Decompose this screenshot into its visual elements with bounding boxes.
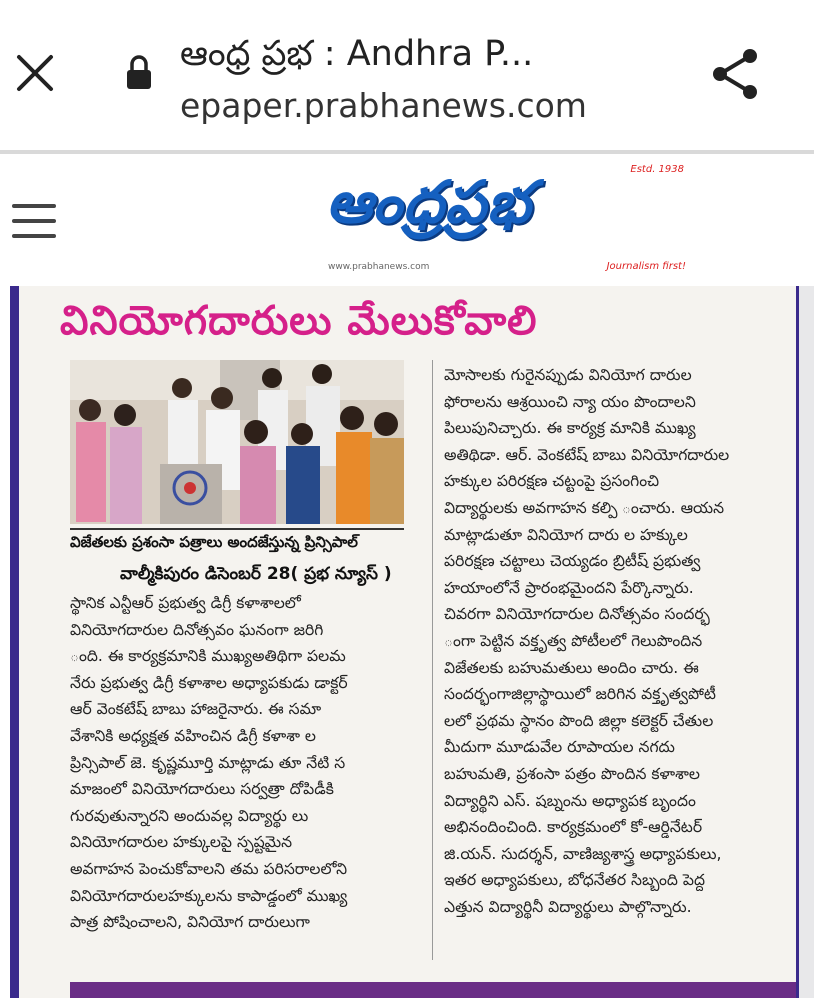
logo-tagline: Journalism first! (606, 261, 686, 272)
browser-toolbar (0, 0, 814, 150)
text-line: విద్యార్థిని ఎస్. షబ్నంను అధ్యాపక బృందం (444, 791, 696, 810)
text-line: ప్రిన్సిపాల్ జె. కృష్ణమూర్తి మాట్లాడు తూ నేటి స (70, 753, 346, 772)
text-line: వినియోగదారుల దినోత్సవం ఘనంగా జరిగి (70, 620, 324, 639)
text-line: మీదుగా మూడువేల రూపాయల నగదు (444, 738, 675, 757)
text-line: హయాంలోనే ప్రారంభమైందని పేర్కొన్నారు. (444, 578, 694, 597)
close-icon[interactable] (14, 52, 56, 94)
text-line: వినియోగదారుల హక్కులపై స్పష్టమైన (70, 833, 293, 852)
logo-website: www.prabhanews.com (328, 262, 430, 272)
text-line: స్థానిక ఎన్టీఆర్ ప్రభుత్వ డిగ్రీ కళాశాలలో (70, 594, 301, 612)
text-line: పాత్ర పోషించాలని, వినియోగ దారులుగా (70, 913, 310, 932)
site-header (0, 154, 814, 286)
lock-icon (124, 52, 154, 92)
text-line: అభినందించింది. కార్యక్రమంలో కో-ఆర్డినేటర్ (444, 818, 703, 837)
text-line: ంగా పెట్టిన వక్తృత్వ పోటీలలో గెలుపొందిన (444, 631, 703, 650)
text-line: ఫోరాలను ఆశ్రయించి న్యా యం పొందాలని (444, 392, 696, 411)
clipping-right-border (796, 286, 814, 998)
text-line: జి.యన్. సుదర్శన్, వాణిజ్యశాస్త్ర అధ్యాపకులు, (444, 844, 722, 863)
text-line: నేరు ప్రభుత్వ డిగ్రీ కళాశాల అధ్యాపకుడు డాక్టర్ (70, 673, 348, 692)
text-line: హక్కుల పరిరక్షణ చట్టంపై ప్రసంగించి (444, 472, 660, 491)
text-line: అవగాహన పెంచుకోవాలని తమ పరిసరాలలోని (70, 859, 348, 878)
column-divider (432, 360, 433, 960)
article-dateline: వాల్మీకిపురం డిసెంబర్ 28( ప్రభ న్యూస్ ) (120, 564, 392, 584)
page-title: ఆంధ్ర ప్రభ : Andhra P... (180, 34, 534, 74)
share-icon[interactable] (708, 46, 764, 102)
next-article-strip (70, 982, 796, 998)
text-line: ఆర్ వెంకటేష్ బాబు హాజరైనారు. ఈ సమా (70, 700, 322, 719)
text-line: పరిరక్షణ చట్టాలు చెయ్యడం బ్రిటీష్ ప్రభుత్వ (444, 552, 701, 571)
text-line: ఇతర అధ్యాపకులు, బోధనేతర సిబ్బంది పెద్ద (444, 871, 705, 890)
photo-caption: విజేతలకు ప్రశంసా పత్రాలు అందజేస్తున్న ప్రిన్సిపాల్ (70, 528, 404, 555)
menu-icon[interactable] (12, 204, 56, 240)
article-headline: వినియోగదారులు మేలుకోవాలి (60, 298, 538, 344)
article-photo (70, 360, 404, 524)
text-line: బహుమతి, ప్రశంసా పత్రం పొందిన కళాశాల (444, 764, 700, 783)
text-line: అతిథిడా. ఆర్. వెంకటేష్ బాబు వినియోగదారుల (444, 445, 730, 464)
site-logo[interactable] (326, 164, 692, 278)
text-line: వేశానికి అధ్యక్షత వహించిన డిగ్రీ కళాశా ల (70, 726, 316, 745)
text-line: లలో ప్రథమ స్థానం పొంది జిల్లా కలెక్టర్ చేతుల (444, 711, 714, 730)
logo-estd: Estd. 1938 (630, 164, 684, 175)
text-line: ంది. ఈ కార్యక్రమానికి ముఖ్యఅతిథిగా పలమ (70, 647, 346, 666)
text-line: విజేతలకు బహుమతులు అందిం చారు. ఈ (444, 658, 699, 677)
text-line: మాజంలో వినియోగదారులు సర్వత్రా దోపిడీకి (70, 780, 334, 799)
text-line: మాట్లాడుతూ వినియోగ దారు ల హక్కుల (444, 525, 688, 544)
article-column-left (70, 590, 422, 936)
text-line: వినియోగదారులహక్కులను కాపాడ్డంలో ముఖ్య (70, 886, 348, 905)
text-line: మోసాలకు గురైనప్పుడు వినియోగ దారుల (444, 366, 692, 384)
text-line: గురవుతున్నారని అందువల్ల విద్యార్థు లు (70, 806, 309, 825)
clipping-left-border (10, 286, 19, 998)
text-line: పిలుపునిచ్చారు. ఈ కార్యక్ర మానికి ముఖ్య (444, 419, 696, 438)
logo-text: ఆంధ్రప్రభ (326, 168, 532, 236)
url-text[interactable]: epaper.prabhanews.com (180, 86, 587, 125)
article-column-right (444, 362, 784, 920)
text-line: ఎత్తున విద్యార్థినీ విద్యార్థులు పాల్గొన్నారు. (444, 897, 692, 916)
text-line: విద్యార్థులకు అవగాహన కల్పి ంచారు. ఆయన (444, 498, 725, 517)
text-line: సందర్భంగాజిల్లాస్థాయిలో జరిగిన వక్తృత్వపోటీ (444, 685, 716, 704)
text-line: చివరగా వినియోగదారుల దినోత్సవం సందర్భ (444, 605, 710, 624)
